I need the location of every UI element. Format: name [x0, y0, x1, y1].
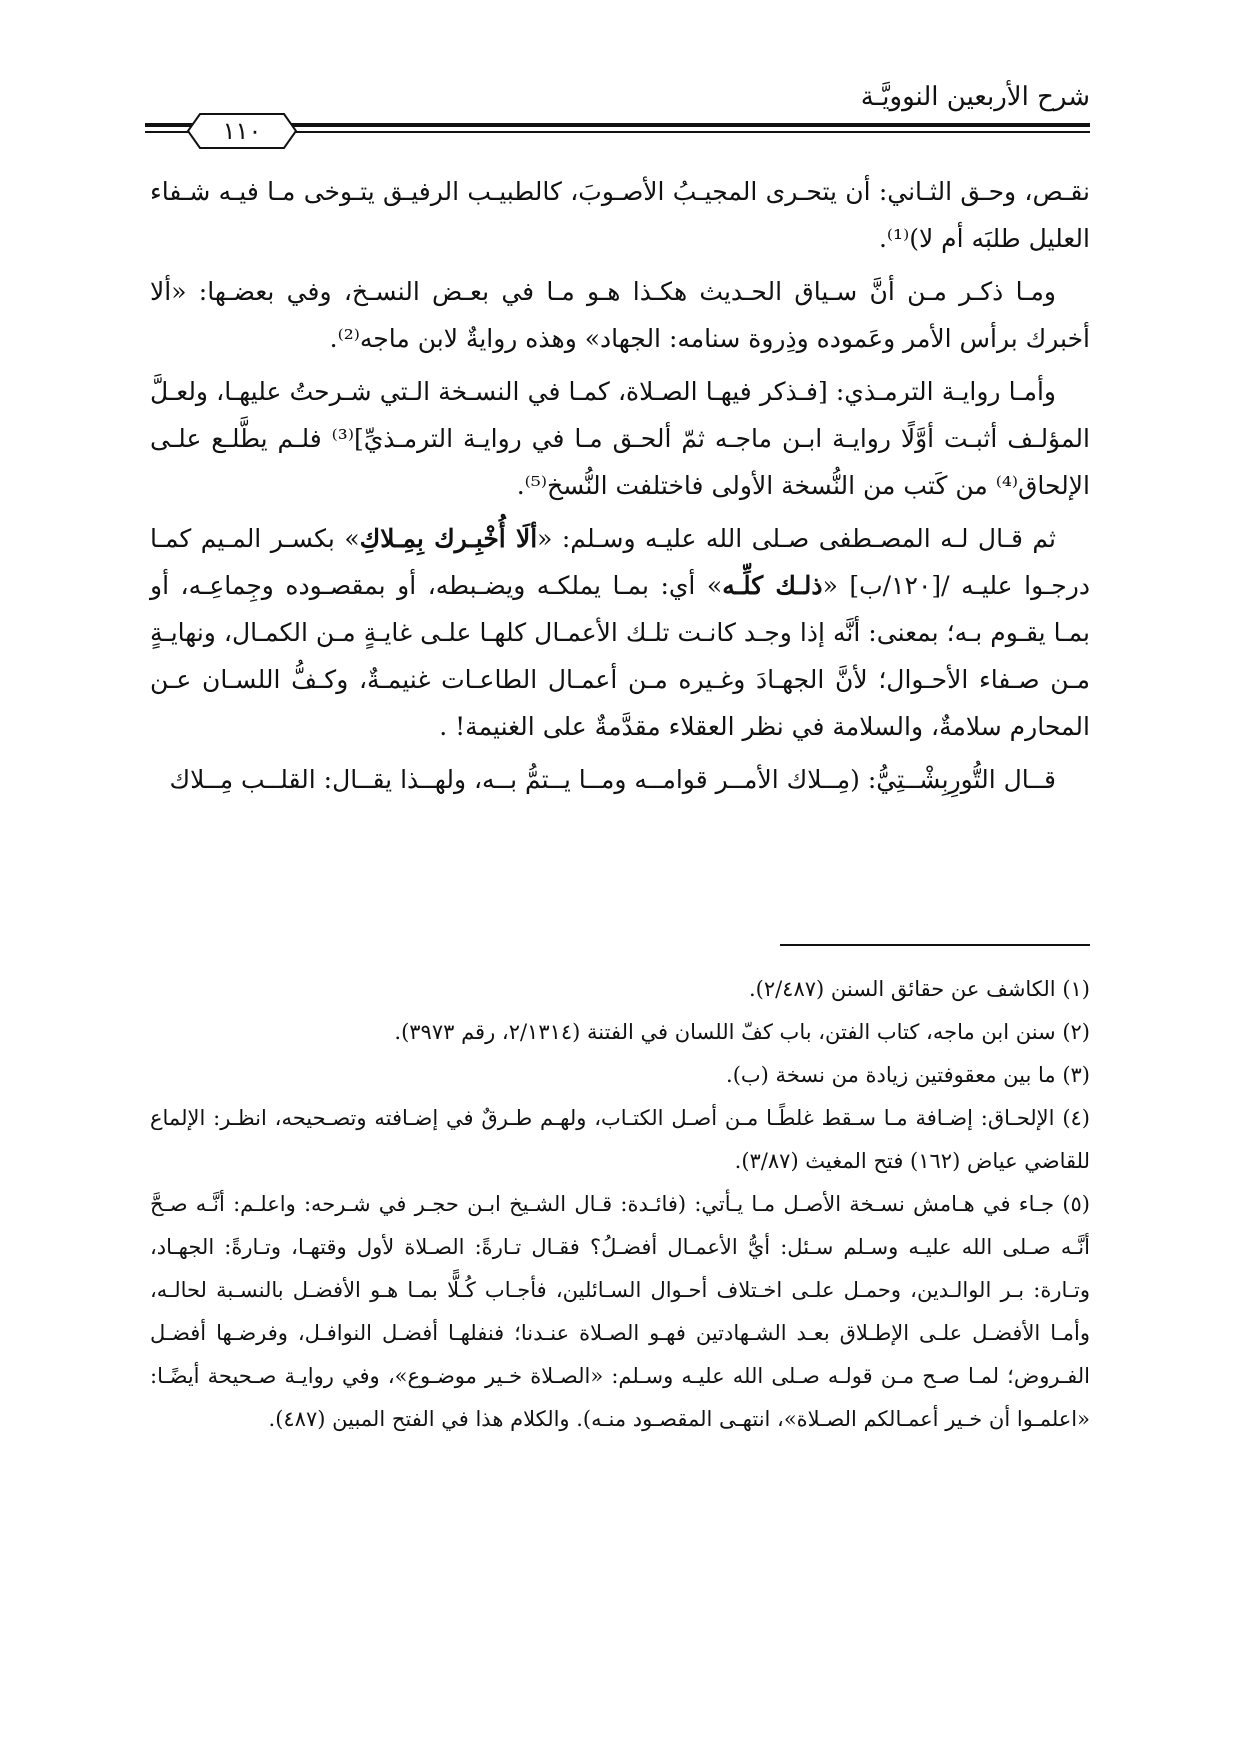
- footnotes: [150, 968, 1090, 1441]
- header-rule-thin: [290, 131, 1090, 133]
- paragraph-4: [150, 515, 1090, 750]
- paragraph-4-part-b: » بكسـر المـيم كمـا درجـوا عليـه /[١٢٠/ب] «: [150, 524, 1090, 600]
- page-number-badge: [186, 112, 298, 150]
- page-number: ١١٠: [222, 117, 262, 145]
- main-text: [150, 168, 1090, 803]
- paragraph-1: نقـص، وحـق الثـاني: أن يتحـرى المجيـبُ الأصـوبَ، كالطبيـب الرفيـق يتـوخى مـا فيـه شـفاء العليل طلبَه أم لا)⁽¹⁾.: [150, 177, 1090, 253]
- footnote-5: (٥) جـاء في هـامش نسـخة الأصـل مـا يـأتي: (فائـدة: قـال الشـيخ ابـن حجـر في شـرحه: واعلـم: أنَّـه صـحَّ أنَّـه صـلى الله عليـه وسـلم سـئل: أيُّ الأعمـال أفضـلُ؟ فقـال تـارةً: الصـلاة لأول وقتهـا، وتـارةً: الجهـاد، وتـارة: بـر الوالـدين، وحمـل علـى اخـتلاف أحـوال السـائلين، فأجـاب كُـلًّا بمـا هـو الأفضـل بالنسـبة لحالـه، وأمـا الأفضـل علـى الإطـلاق بعـد الشـهادتين فهـو الصـلاة عنـدنا؛ فنفلهـا أفضـل النوافـل، وفرضـها أفضـل الفـروض؛ لمـا صـح مـن قولـه صـلى الله عليـه وسـلم: «الصـلاة خـير موضـوع»، وفي روايـة صـحيحة أيضًـا: «اعلمـوا أن خـير أعمـالكم الصـلاة»، انتهـى المقصـود منـه). والكلام هذا في الفتح المبين (٤٨٧).: [150, 1192, 1090, 1431]
- paragraph-5: قــال التُّورِبِشْــتِيُّ: (مِــلاك الأمــر قوامــه ومــا يــتمُّ بــه، ولهــذا يقــال: القلــب مِــلاك: [169, 765, 1056, 794]
- hadith-phrase-bold-2: ذلـك كلِّـه: [722, 571, 823, 600]
- footnote-2: (٢) سنن ابن ماجه، كتاب الفتن، باب كفّ اللسان في الفتنة (٢/١٣١٤، رقم ٣٩٧٣).: [394, 1020, 1090, 1044]
- footnote-3: (٣) ما بين معقوفتين زيادة من نسخة (ب).: [726, 1063, 1090, 1087]
- paragraph-4-part-a: ثم قـال لـه المصـطفى صـلى الله عليـه وسـلم: «: [537, 524, 1057, 553]
- paragraph-2: ومـا ذكـر مـن أنَّ سـياق الحـديث هكـذا هـو مـا في بعـض النسـخ، وفي بعضـها: «ألا أخبرك برأس الأمر وعَموده وذِروة سنامه: الجهاد» وهذه روايةٌ لابن ماجه⁽²⁾.: [150, 277, 1090, 353]
- header-rule-thick: [290, 123, 1090, 127]
- hadith-phrase-bold-1: ألَا أُخْبِـرك بِمِـلاكِ: [359, 524, 538, 553]
- paragraph-4-part-c: » أي: بمـا يملكـه ويضـبطه، أو بمقصـوده وجِماعِـه، أو بمـا يقـوم بـه؛ بمعنى: أنَّه إذا وجـد كانـت تلـك الأعمـال كلهـا علـى غايـةٍ مـن الكمـال، ونهايـةٍ مـن صـفاء الأحـوال؛ لأنَّ الجهـادَ وغـيره مـن أعمـال الطاعـات غنيمـةٌ، وكـفُّ اللسـان عـن المحارم سلامةٌ، والسلامة في نظر العقلاء مقدَّمةٌ على الغنيمة! .: [150, 571, 1090, 741]
- running-header-title: شرح الأربعين النوويَّـة: [860, 82, 1090, 112]
- paragraph-3: وأمـا روايـة الترمـذي: [فـذكر فيهـا الصـلاة، كمـا في النسـخة الـتي شـرحتُ عليهـا، ولعـلَّ المؤلـف أثبـت أوَّلًا روايـة ابـن ماجـه ثمّ ألحـق مـا في روايـة الترمـذيِّ]⁽³⁾ فلـم يطَّلـع علـى الإلحاق⁽⁴⁾ من كَتب من النُّسخة الأولى فاختلفت النُّسخ⁽⁵⁾.: [150, 377, 1090, 500]
- footnote-1: (١) الكاشف عن حقائق السنن (٢/٤٨٧).: [748, 977, 1090, 1001]
- footnote-4: (٤) الإلحـاق: إضـافة مـا سـقط غلطًـا مـن أصـل الكتـاب، ولهـم طـرقٌ في إضـافته وتصـحيحه، انظـر: الإلماع للقاضي عياض (١٦٢) فتح المغيث (٣/٨٧).: [150, 1106, 1090, 1173]
- footnote-separator: [780, 944, 1090, 946]
